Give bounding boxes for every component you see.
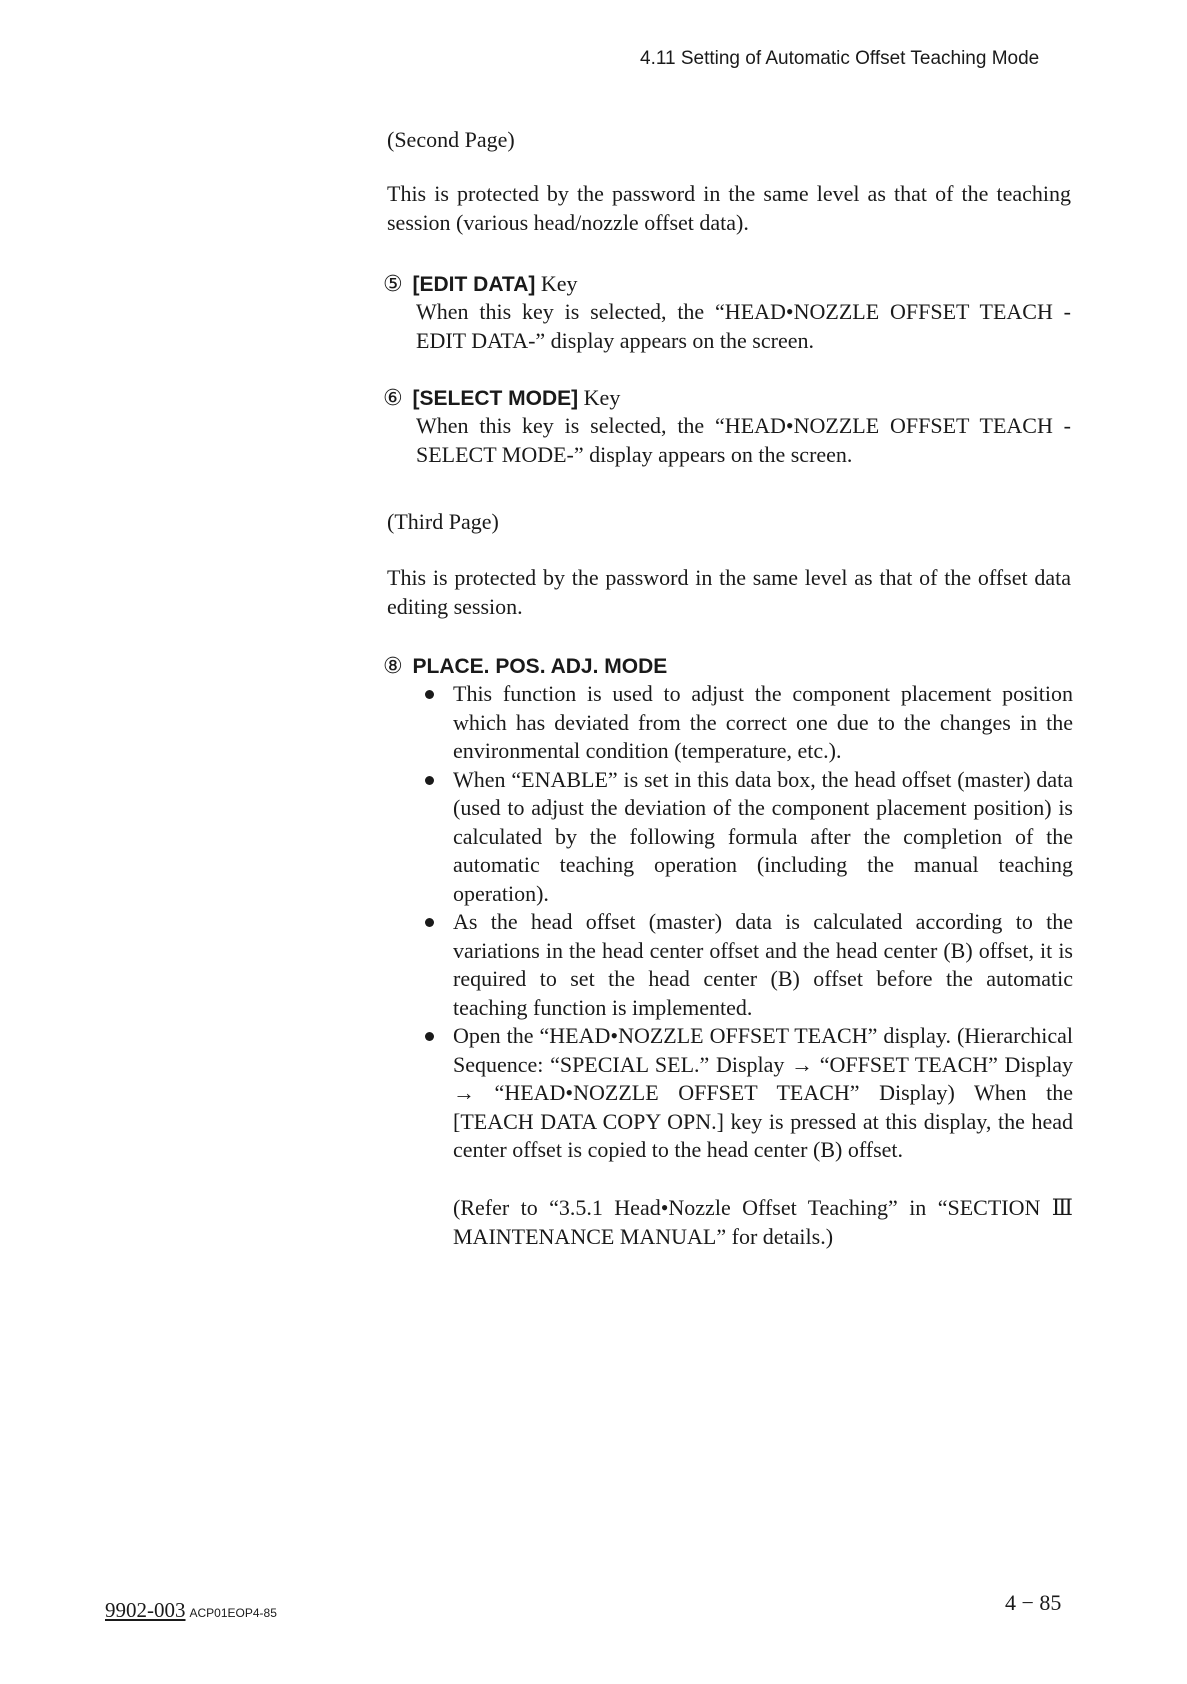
footer-document-id bbox=[105, 1598, 277, 1623]
bullet-item bbox=[418, 680, 1073, 766]
document-code: ACP01EOP4-85 bbox=[189, 1606, 277, 1620]
edit-data-key-name: [EDIT DATA] bbox=[412, 273, 536, 296]
bullet-text: As the head offset (master) data is calculated according to the variations in the head center offset and the head center (B) offset, it is required to set the head center (B) offset before the automatic teaching function is implemented. bbox=[453, 909, 1073, 1020]
document-number: 9902-003 bbox=[105, 1598, 186, 1622]
reference-note: (Refer to “3.5.1 Head•Nozzle Offset Teaching” in “SECTION Ⅲ MAINTENANCE MANUAL” for details.) bbox=[453, 1195, 1073, 1249]
place-pos-title: PLACE. POS. ADJ. MODE bbox=[412, 655, 668, 678]
item-number-5: ⑤ bbox=[383, 272, 403, 297]
third-page-text: This is protected by the password in the same level as that of the offset data editing session. bbox=[387, 565, 1071, 619]
second-page-label: (Second Page) bbox=[387, 127, 515, 152]
select-mode-key-suffix: Key bbox=[578, 385, 621, 410]
bullet-icon bbox=[425, 776, 434, 785]
running-header: 4.11 Setting of Automatic Offset Teaching Mode bbox=[640, 48, 1040, 69]
bullet-icon bbox=[425, 918, 434, 927]
place-pos-bullet-list bbox=[418, 680, 1073, 1165]
item-number-6: ⑥ bbox=[383, 386, 403, 411]
item-number-8: ⑧ bbox=[383, 654, 403, 679]
page-number: 4 − 85 bbox=[1005, 1590, 1062, 1615]
bullet-text: Open the “HEAD•NOZZLE OFFSET TEACH” display. (Hierarchical Sequence: “SPECIAL SEL.” Display → “OFFSET TEACH” Display → “HEAD•NOZZLE OFFSET TEACH” Display) When the [TEACH DATA COPY OPN.] key is pressed at this display, the head center offset is copied to the head center (B) offset. bbox=[453, 1023, 1073, 1162]
bullet-item bbox=[418, 1022, 1073, 1165]
bullet-icon bbox=[425, 690, 434, 699]
edit-data-key-suffix: Key bbox=[535, 271, 578, 296]
select-mode-heading bbox=[383, 384, 620, 413]
bullet-item bbox=[418, 766, 1073, 909]
select-mode-description: When this key is selected, the “HEAD•NOZZLE OFFSET TEACH -SELECT MODE-” display appears on the screen. bbox=[416, 413, 1071, 467]
place-pos-heading bbox=[383, 652, 667, 681]
second-page-text: This is protected by the password in the same level as that of the teaching session (various head/nozzle offset data). bbox=[387, 181, 1071, 235]
third-page-label: (Third Page) bbox=[387, 509, 499, 534]
bullet-icon bbox=[425, 1032, 434, 1041]
bullet-text: When “ENABLE” is set in this data box, the head offset (master) data (used to adjust the deviation of the component placement position) is calculated by the following formula after the completion of the automatic teaching operation (including the manual teaching operation). bbox=[453, 766, 1073, 906]
bullet-item bbox=[418, 908, 1073, 1022]
edit-data-heading bbox=[383, 270, 578, 299]
select-mode-key-name: [SELECT MODE] bbox=[412, 387, 579, 410]
bullet-text: This function is used to adjust the component placement position which has deviated from the correct one due to the changes in the environmental condition (temperature, etc.). bbox=[453, 681, 1073, 763]
edit-data-description: When this key is selected, the “HEAD•NOZZLE OFFSET TEACH -EDIT DATA-” display appears on the screen. bbox=[416, 299, 1071, 353]
